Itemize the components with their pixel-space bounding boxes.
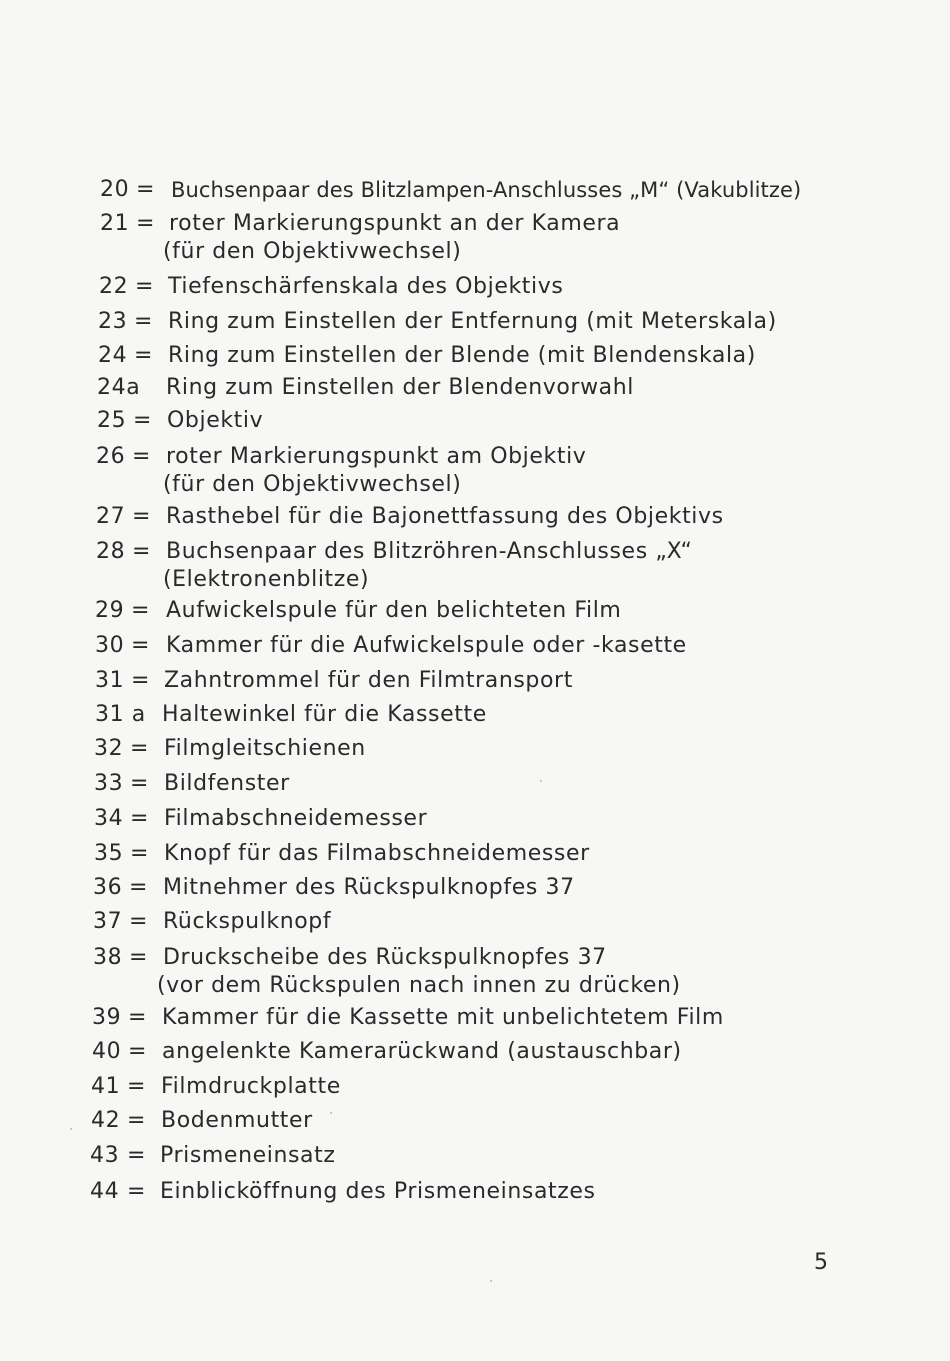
entry-text: roter Markierungspunkt an der Kamera [169, 211, 621, 236]
entry-text: Bodenmutter [161, 1108, 313, 1133]
entry-text: Filmabschneidemesser [164, 806, 428, 831]
scan-speck [70, 1128, 72, 1130]
entry-number: 24 [98, 343, 128, 368]
entry-number: 23 [98, 309, 128, 334]
entry-number: 37 [93, 909, 123, 934]
entry-text: Objektiv [167, 408, 264, 433]
entry-text: Einblicköffnung des Prismeneinsatzes [160, 1179, 596, 1204]
entry-text: Tiefenschärfenskala des Objektivs [168, 274, 564, 299]
entry-number: 29 [95, 598, 125, 623]
entry-separator: = [136, 177, 156, 202]
scan-speck [330, 1112, 332, 1114]
entry-text: Druckscheibe des Rückspulknopfes 37 [163, 945, 607, 970]
entry-continuation: (vor dem Rückspulen nach innen zu drücken) [157, 973, 681, 998]
entry-number: 26 [96, 444, 126, 469]
entry-number: 21 [100, 211, 130, 236]
entry-text: Buchsenpaar des Blitzlampen-Anschlusses „M“ (Vakublitze) [171, 178, 802, 202]
entry-continuation: (Elektronenblitze) [163, 567, 370, 592]
entry-text: Buchsenpaar des Blitzröhren-Anschlusses „X“ [166, 539, 693, 564]
entry-text: Filmdruckplatte [161, 1074, 341, 1099]
entry-number: 33 [94, 771, 124, 796]
entry-number: 35 [94, 841, 124, 866]
entry-text: angelenkte Kamerarückwand (austauschbar) [162, 1039, 682, 1064]
entry-continuation: (für den Objektivwechsel) [163, 239, 462, 264]
entry-text: roter Markierungspunkt am Objektiv [166, 444, 587, 469]
entry-separator: = [130, 736, 150, 761]
entry-number: 28 [96, 539, 126, 564]
entry-separator: = [134, 309, 154, 334]
entry-separator: = [130, 841, 150, 866]
entry-text: Ring zum Einstellen der Blendenvorwahl [166, 375, 635, 400]
entry-number: 31 [95, 668, 125, 693]
entry-number: 22 [99, 274, 129, 299]
entry-separator: = [128, 1005, 148, 1030]
entry-number: 31 a [95, 702, 146, 727]
entry-text: Aufwickelspule für den belichteten Film [166, 598, 622, 623]
entry-number: 34 [94, 806, 124, 831]
entry-separator: = [132, 504, 152, 529]
entry-separator: = [132, 539, 152, 564]
entry-text: Prismeneinsatz [160, 1143, 336, 1168]
entry-separator: = [130, 806, 150, 831]
entry-text: Filmgleitschienen [164, 736, 366, 761]
entry-number: 32 [94, 736, 124, 761]
entry-continuation: (für den Objektivwechsel) [163, 472, 462, 497]
entry-number: 38 [93, 945, 123, 970]
entry-text: Ring zum Einstellen der Blende (mit Blendenskala) [168, 343, 756, 368]
entry-number: 40 [92, 1039, 122, 1064]
entry-separator: = [131, 668, 151, 693]
entry-separator: = [131, 598, 151, 623]
entry-separator: = [136, 211, 156, 236]
entry-number: 24a [97, 375, 141, 400]
entry-separator: = [127, 1074, 147, 1099]
entry-text: Mitnehmer des Rückspulknopfes 37 [163, 875, 575, 900]
entry-text: Kammer für die Aufwickelspule oder -kasette [166, 633, 687, 658]
entry-text: Kammer für die Kassette mit unbelichtetem Film [162, 1005, 724, 1030]
entry-number: 41 [91, 1074, 121, 1099]
entry-text: Rückspulknopf [163, 909, 332, 934]
entry-separator: = [129, 909, 149, 934]
entry-text: Ring zum Einstellen der Entfernung (mit Meterskala) [168, 309, 777, 334]
entry-text: Knopf für das Filmabschneidemesser [164, 841, 590, 866]
entry-separator: = [129, 945, 149, 970]
entry-number: 39 [92, 1005, 122, 1030]
entry-text: Zahntrommel für den Filmtransport [164, 668, 573, 693]
entry-number: 30 [95, 633, 125, 658]
entry-separator: = [127, 1108, 147, 1133]
entry-separator: = [127, 1143, 147, 1168]
entry-separator: = [128, 1039, 148, 1064]
entry-number: 44 [90, 1179, 120, 1204]
entry-text: Haltewinkel für die Kassette [162, 702, 487, 727]
entry-number: 25 [97, 408, 127, 433]
entry-number: 42 [91, 1108, 121, 1133]
entry-number: 43 [90, 1143, 120, 1168]
entry-text: Bildfenster [164, 771, 290, 796]
entry-separator: = [130, 771, 150, 796]
scan-speck [490, 1280, 492, 1282]
entry-separator: = [134, 343, 154, 368]
entry-separator: = [135, 274, 155, 299]
entry-separator: = [129, 875, 149, 900]
entry-separator: = [127, 1179, 147, 1204]
entry-separator: = [131, 633, 151, 658]
scan-speck [540, 780, 542, 782]
entry-number: 20 [100, 177, 130, 202]
page-number: 5 [814, 1250, 829, 1275]
entry-text: Rasthebel für die Bajonettfassung des Objektivs [166, 504, 724, 529]
entry-separator: = [133, 408, 153, 433]
entry-number: 27 [96, 504, 126, 529]
entry-number: 36 [93, 875, 123, 900]
entry-separator: = [132, 444, 152, 469]
